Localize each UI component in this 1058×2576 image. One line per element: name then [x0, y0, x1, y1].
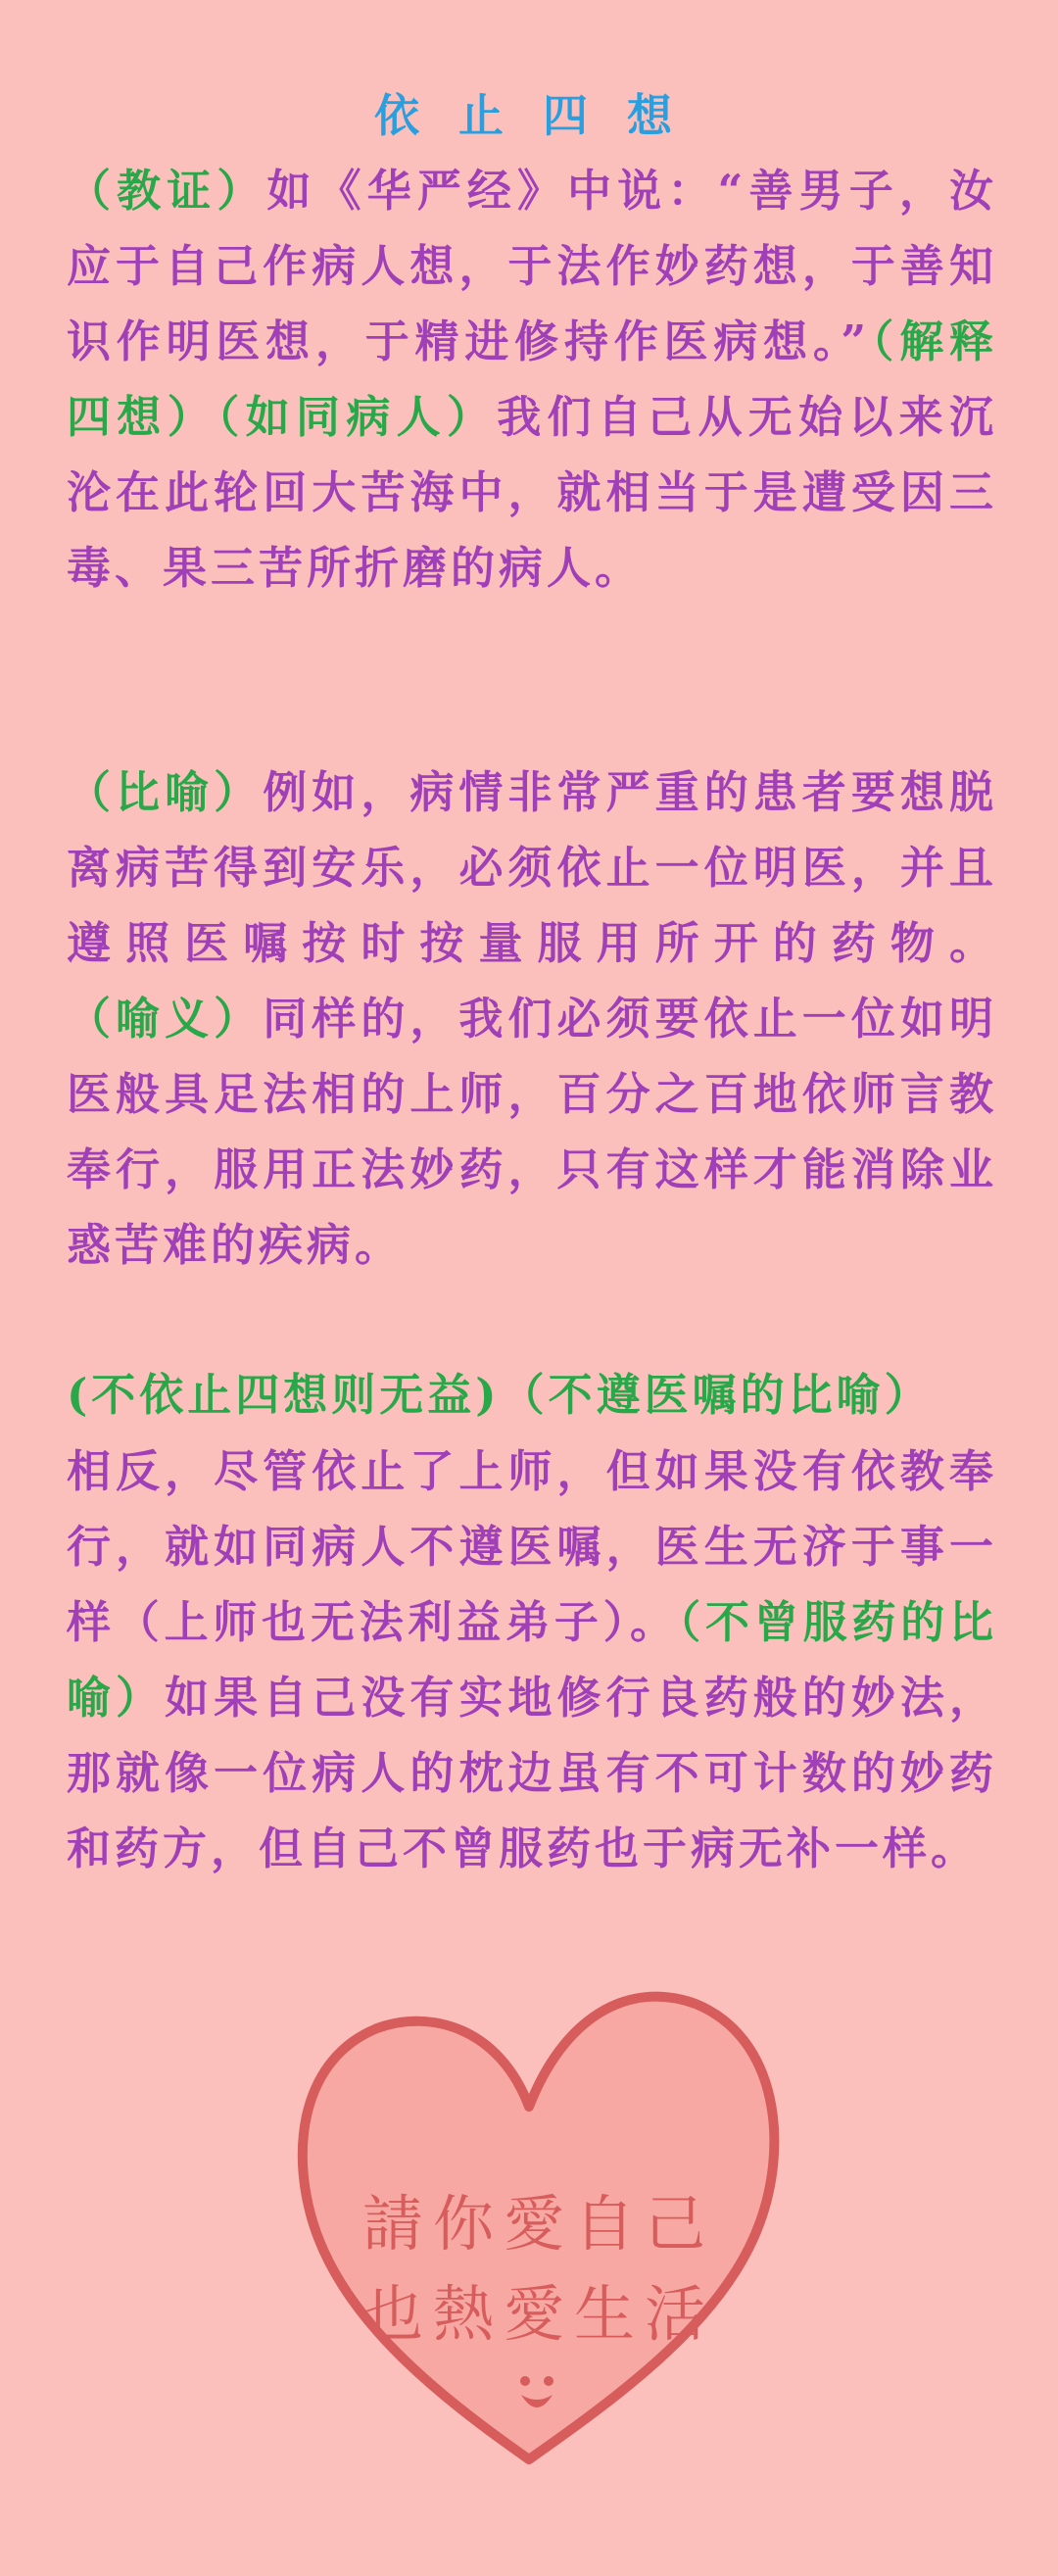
- paragraph-1-segment: 如《华严经》中说：“善男子，汝应于自己作病人想，于法作妙药想，于善知识作明医想，于精进修持作医病想。”: [67, 165, 997, 367]
- paragraph-1-segment: 我们自己从无始以来沉沦在此轮回大苦海中，就相当于是遭受因三毒、果三苦所折磨的病人。: [67, 391, 997, 594]
- paragraph-2-segment: （喻义）: [67, 993, 264, 1045]
- paragraph-3-segment: 相反，尽管依止了上师，但如果没有依教奉行，就如同病人不遵医嘱，医生无济于事一样（上师也无法利益弟子）。: [67, 1445, 997, 1648]
- paragraph-2-segment: 例如，病情非常严重的患者要想脱离病苦得到安乐，必须依止一位明医，并且遵照医嘱按时按量服用所开的药物。: [67, 766, 997, 969]
- paragraph-3-heading: (不依止四想则无益)（不遵医嘱的比喻）: [67, 1369, 933, 1421]
- paragraph-3: [67, 1434, 997, 1886]
- paragraph-3-segment: （不曾服药的比喻）: [67, 1596, 997, 1724]
- paragraph-1-segment: （教证）: [67, 165, 267, 217]
- heart-text-line-1: 請你愛自己: [361, 2188, 715, 2260]
- paragraph-2-segment: 同样的，我们必须要依止一位如明医般具足法相的上师，百分之百地依师言教奉行，服用正法妙药，只有这样才能消除业惑苦难的疾病。: [67, 993, 997, 1271]
- heart-sticker: [284, 1979, 794, 2479]
- paragraph-2: [67, 754, 997, 1283]
- paragraph-1: [67, 153, 997, 606]
- heart-text-line-2: 也熱愛生活: [361, 2278, 715, 2350]
- paragraph-1-segment: （解释四想）（如同病人）: [67, 316, 997, 443]
- paragraph-2-segment: （比喻）: [67, 766, 264, 818]
- paragraph-3-segment: 如果自己没有实地修行良药般的妙法，那就像一位病人的枕边虽有不可计数的妙药和药方，但自己不曾服药也于病无补一样。: [67, 1672, 997, 1874]
- page-title: 依 止 四 想: [373, 89, 685, 142]
- smiley-face-icon: [507, 2371, 566, 2420]
